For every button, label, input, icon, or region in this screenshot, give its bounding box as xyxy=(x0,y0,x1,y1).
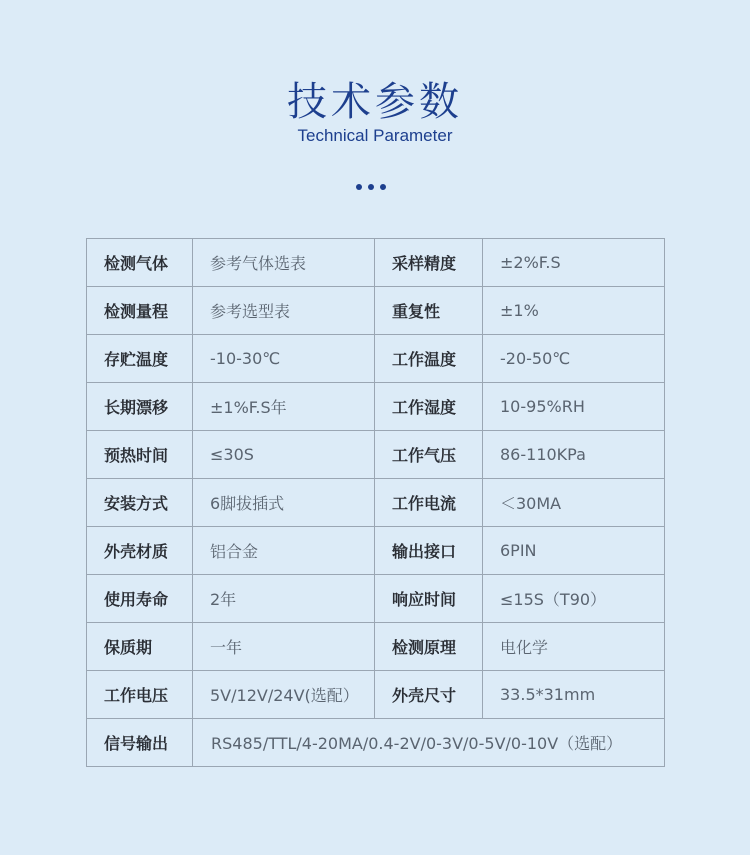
param-value: ±1%F.S年 xyxy=(193,383,375,431)
table-row xyxy=(87,239,665,287)
param-name: 输出接口 xyxy=(375,527,483,575)
table-row xyxy=(87,575,665,623)
page-title: 技术参数 xyxy=(287,79,463,125)
table-row xyxy=(87,719,665,767)
param-value: 5V/12V/24V(选配） xyxy=(193,671,375,719)
param-value: ±1% xyxy=(483,287,665,335)
table-row xyxy=(87,431,665,479)
param-value: ≤15S（T90） xyxy=(483,575,665,623)
param-name: 工作湿度 xyxy=(375,383,483,431)
param-value: -10-30℃ xyxy=(193,335,375,383)
param-value: RS485/TTL/4-20MA/0.4-2V/0-3V/0-5V/0-10V（选配） xyxy=(193,719,665,767)
table-row xyxy=(87,671,665,719)
dot-icon xyxy=(356,184,362,190)
param-value: 86-110KPa xyxy=(483,431,665,479)
page-subtitle: Technical Parameter xyxy=(297,126,453,145)
param-name: 工作电流 xyxy=(375,479,483,527)
param-value: 一年 xyxy=(193,623,375,671)
param-name: 信号输出 xyxy=(87,719,193,767)
param-value: 2年 xyxy=(193,575,375,623)
param-value: 33.5*31mm xyxy=(483,671,665,719)
param-value: 参考选型表 xyxy=(193,287,375,335)
param-value: 参考气体选表 xyxy=(193,239,375,287)
spec-table xyxy=(86,238,665,767)
param-name: 重复性 xyxy=(375,287,483,335)
param-name: 检测气体 xyxy=(87,239,193,287)
dot-icon xyxy=(380,184,386,190)
param-name: 存贮温度 xyxy=(87,335,193,383)
param-value: 铝合金 xyxy=(193,527,375,575)
param-name: 工作气压 xyxy=(375,431,483,479)
param-value: -20-50℃ xyxy=(483,335,665,383)
param-name: 检测原理 xyxy=(375,623,483,671)
dot-icon xyxy=(368,184,374,190)
param-name: 外壳尺寸 xyxy=(375,671,483,719)
param-name: 工作温度 xyxy=(375,335,483,383)
table-row xyxy=(87,479,665,527)
param-name: 安装方式 xyxy=(87,479,193,527)
param-name: 长期漂移 xyxy=(87,383,193,431)
decorative-dots xyxy=(356,184,386,190)
param-name: 保质期 xyxy=(87,623,193,671)
table-row xyxy=(87,287,665,335)
table-row xyxy=(87,383,665,431)
table-row xyxy=(87,335,665,383)
param-value: 电化学 xyxy=(483,623,665,671)
param-name: 外壳材质 xyxy=(87,527,193,575)
param-value: ＜30MA xyxy=(483,479,665,527)
param-name: 预热时间 xyxy=(87,431,193,479)
table-row xyxy=(87,527,665,575)
param-value: ±2%F.S xyxy=(483,239,665,287)
param-value: ≤30S xyxy=(193,431,375,479)
table-row xyxy=(87,623,665,671)
param-value: 6PIN xyxy=(483,527,665,575)
param-name: 采样精度 xyxy=(375,239,483,287)
param-value: 10-95%RH xyxy=(483,383,665,431)
param-name: 检测量程 xyxy=(87,287,193,335)
param-name: 工作电压 xyxy=(87,671,193,719)
param-name: 使用寿命 xyxy=(87,575,193,623)
param-name: 响应时间 xyxy=(375,575,483,623)
param-value: 6脚拔插式 xyxy=(193,479,375,527)
